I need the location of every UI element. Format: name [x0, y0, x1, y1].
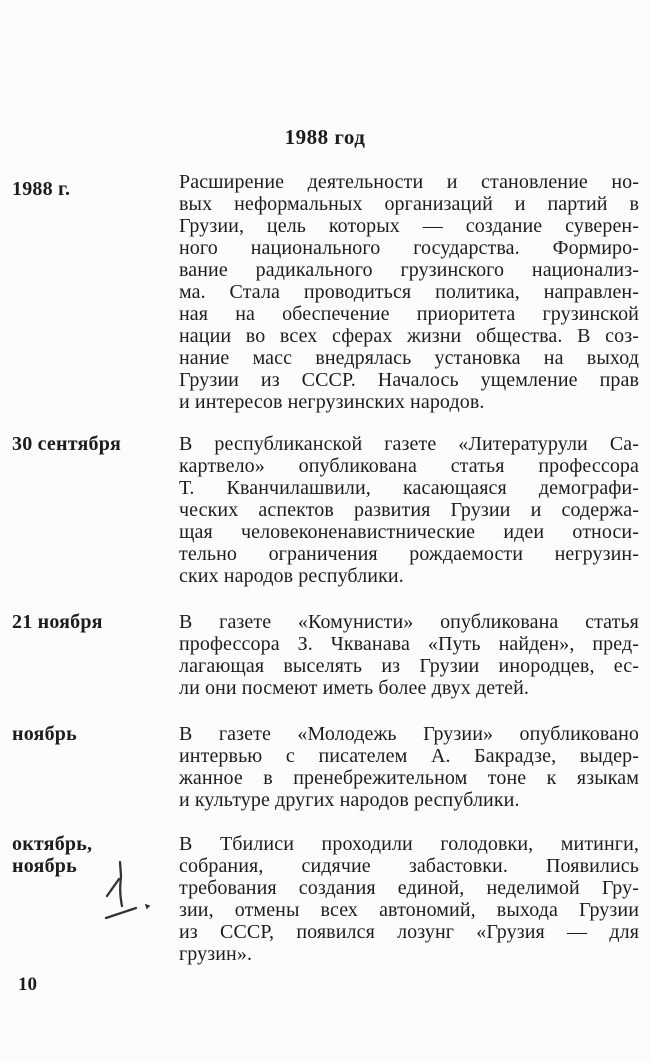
text-line: вых неформальных организаций и партий в [179, 193, 639, 215]
text-line: ских народов республики. [179, 565, 404, 587]
text-line: В Тбилиси проходили голодовки, митинги, [179, 833, 639, 855]
text-line: ного национального государства. Формиро- [179, 237, 639, 259]
text-line: зии, отмены всех автономий, выхода Грузии [179, 899, 639, 921]
text-line: 21 ноября [12, 611, 103, 633]
text-line: Т. Кванчилашвили, касающаяся демографи- [179, 477, 639, 499]
entry-text [179, 833, 639, 965]
text-line: грузин». [179, 943, 253, 965]
text-line: ноябрь [12, 855, 77, 877]
text-line: из СССР, появился лозунг «Грузия — для [179, 921, 639, 943]
entry-text [179, 171, 639, 413]
text-line: лагающая выселять из Грузии инородцев, ес- [179, 655, 639, 677]
text-line: жанное в пренебрежительном тоне к языкам [179, 767, 639, 789]
text-line: Грузии из СССР. Началось ущемление прав [179, 369, 639, 391]
text-line: ли они посмеют иметь более двух детей. [179, 677, 529, 699]
entry-date [12, 433, 179, 455]
page-number: 10 [18, 974, 37, 995]
entry-text [179, 723, 639, 811]
chronology-entry [12, 171, 639, 413]
text-line: щая человеконенавистнические идеи относи- [179, 521, 639, 543]
text-line: требования создания единой, неделимой Гру- [179, 877, 639, 899]
entry-date [12, 723, 179, 745]
text-line: тельно ограничения рождаемости негрузин- [179, 543, 639, 565]
text-line: Расширение деятельности и становление но- [179, 171, 639, 193]
text-line: ма. Стала проводиться политика, направлен- [179, 281, 639, 303]
text-line: ноябрь [12, 723, 77, 745]
text-line: 30 сентября [12, 433, 122, 455]
text-line: В республиканской газете «Литературули Са- [179, 433, 639, 455]
text-line: ческих аспектов развития Грузии и содержа- [179, 499, 639, 521]
text-line: картвело» опубликована статья профессора [179, 455, 639, 477]
chronology-entry [12, 723, 639, 811]
text-line: 1988 г. [12, 178, 71, 200]
text-line: интервью с писателем А. Бакрадзе, выдер- [179, 745, 639, 767]
chronology-entry [12, 433, 639, 587]
entry-date [12, 611, 179, 633]
text-line: В газете «Молодежь Грузии» опубликовано [179, 723, 639, 745]
text-line: вание радикального грузинского национализ- [179, 259, 639, 281]
entry-text [179, 611, 639, 699]
text-line: и интересов негрузинских народов. [179, 391, 485, 413]
text-line: и культуре других народов республики. [179, 789, 520, 811]
text-line: Грузии, цель которых — создание суверен- [179, 215, 639, 237]
chronology-entry [12, 611, 639, 699]
text-line: ная на обеспечение приоритета грузинской [179, 303, 639, 325]
pencil-scribble-icon [98, 854, 160, 926]
text-line: нации во всех сферах жизни общества. В соз- [179, 325, 639, 347]
text-line: профессора З. Чкванава «Путь найден», пред- [179, 633, 639, 655]
text-line: октябрь, [12, 833, 93, 855]
text-line: нание масс внедрялась установка на выход [179, 347, 639, 369]
text-line: В газете «Комунисти» опубликована статья [179, 611, 639, 633]
chronology-list [12, 171, 639, 965]
text-line: собрания, сидячие забастовки. Появились [179, 855, 639, 877]
entry-date [12, 171, 179, 200]
entry-text [179, 433, 639, 587]
page-title: 1988 год [284, 125, 366, 149]
